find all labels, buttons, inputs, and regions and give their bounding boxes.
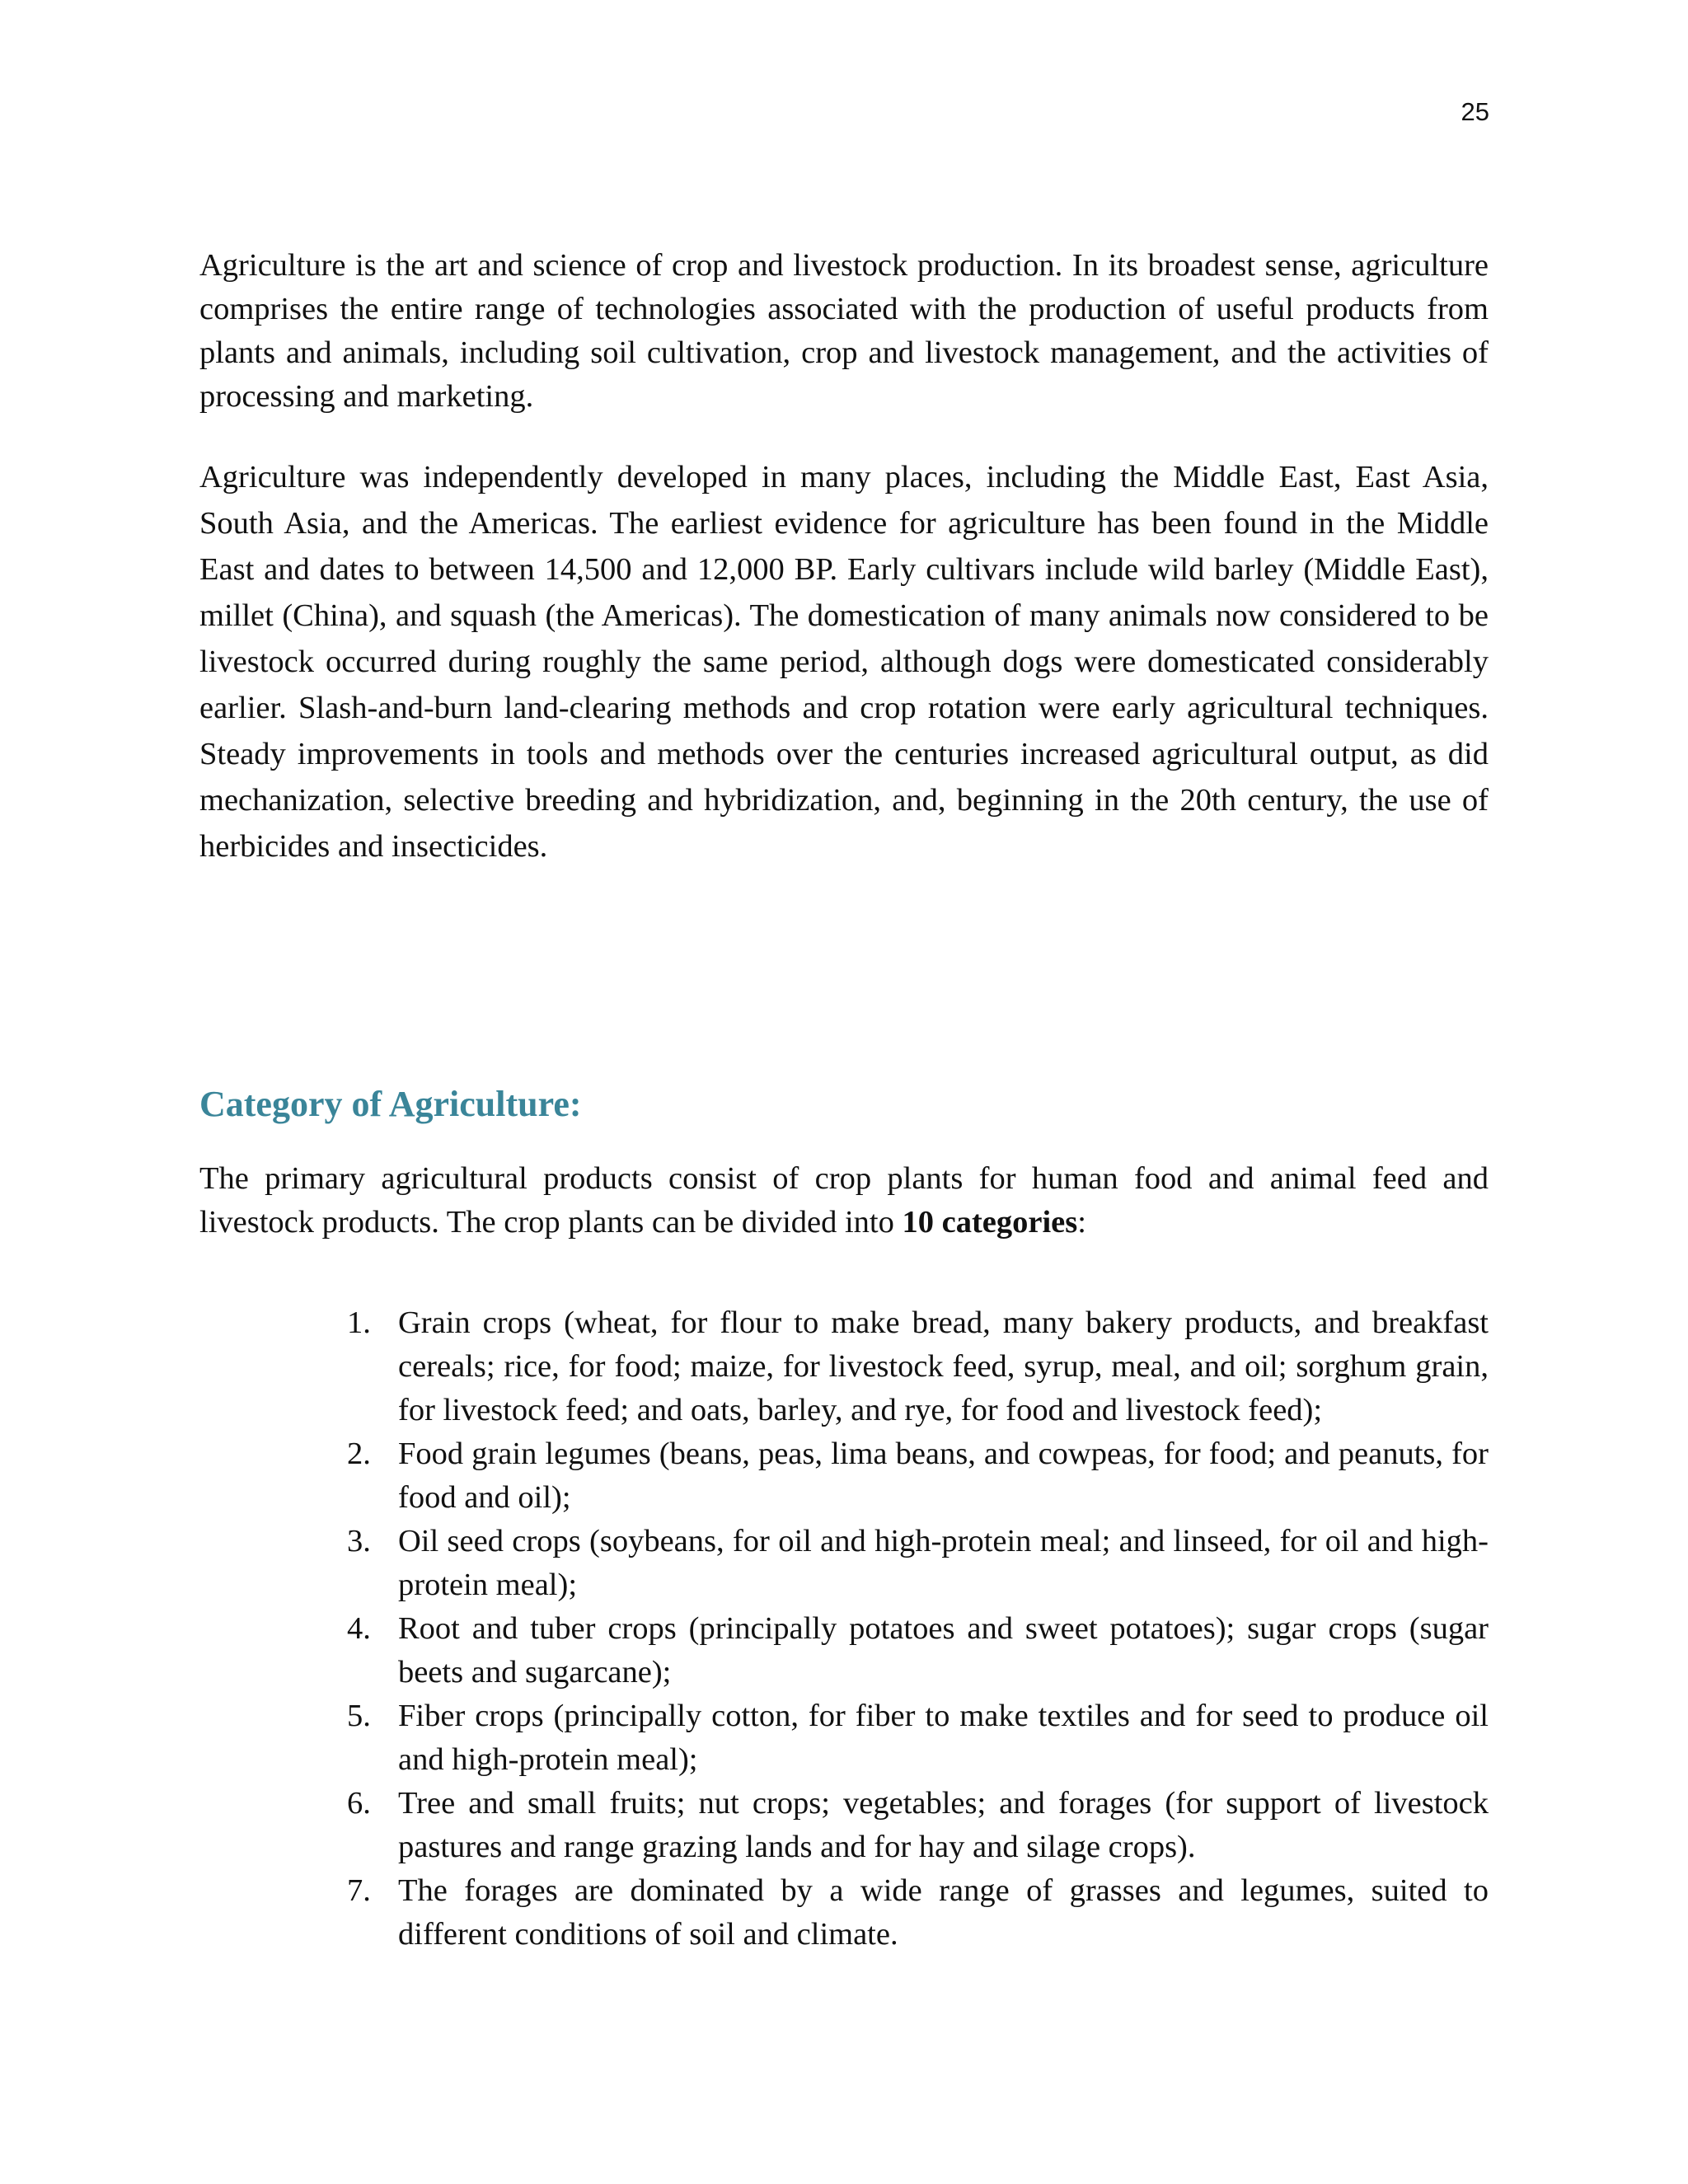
category-intro-text: The primary agricultural products consist of crop plants for human food and animal feed and livestock products. The crop plants can be divided into [199,1161,1489,1240]
list-item-number: 7. [347,1873,371,1908]
list-item [347,1520,1489,1607]
list-item-number: 6. [347,1786,371,1821]
intro-paragraph-1: Agriculture is the art and science of crop and livestock production. In its broadest sense, agriculture comprises the entire range of technologies associated with the production of useful products from plants and animals, including soil cultivation, crop and livestock management, and the activities of processing and marketing. [199,248,1489,414]
category-intro-colon: : [1077,1205,1086,1240]
category-list [347,1301,1489,1957]
list-item-text: Root and tuber crops (principally potatoes and sweet potatoes); sugar crops (sugar beets and sugarcane); [398,1611,1489,1690]
list-item-text: Oil seed crops (soybeans, for oil and high-protein meal; and linseed, for oil and high-protein meal); [398,1524,1489,1602]
list-item-number: 5. [347,1699,371,1733]
page-content [199,244,1489,1957]
intro-paragraph-2: Agriculture was independently developed in many places, including the Middle East, East Asia, South Asia, and the Americas. The earliest evidence for agriculture has been found in the Middle East and dates to between 14,500 and 12,000 BP. Early cultivars include wild barley (Middle East), millet (China), and squash (the Americas). The domestication of many animals now considered to be livestock occurred during roughly the same period, although dogs were domesticated considerably earlier. Slash-and-burn land-clearing methods and crop rotation were early agricultural techniques. Steady improvements in tools and methods over the centuries increased agricultural output, as did mechanization, selective breeding and hybridization, and, beginning in the 20th century, the use of herbicides and insecticides. [199,460,1489,864]
list-item-text: The forages are dominated by a wide range of grasses and legumes, suited to different conditions of soil and climate. [398,1873,1489,1952]
list-item-text: Fiber crops (principally cotton, for fiber to make textiles and for seed to produce oil and high-protein meal); [398,1699,1489,1777]
list-item-number: 4. [347,1611,371,1646]
list-item [347,1607,1489,1694]
category-count-bold: 10 categories [902,1205,1078,1240]
list-item [347,1782,1489,1869]
list-item [347,1869,1489,1957]
list-item-text: Grain crops (wheat, for flour to make bread, many bakery products, and breakfast cereals; rice, for food; maize, for livestock feed, syrup, meal, and oil; sorghum grain, for livestock feed; and oats, barley, and rye, for food and livestock feed); [398,1305,1489,1427]
list-item [347,1694,1489,1782]
list-item-number: 2. [347,1436,371,1471]
list-item [347,1432,1489,1520]
page-number: 25 [1461,97,1489,126]
list-item [347,1301,1489,1432]
list-item-number: 1. [347,1305,371,1340]
list-item-text: Food grain legumes (beans, peas, lima beans, and cowpeas, for food; and peanuts, for food and oil); [398,1436,1489,1515]
section-heading: Category of Agriculture: [199,1084,582,1124]
list-item-text: Tree and small fruits; nut crops; vegetables; and forages (for support of livestock pastures and range grazing lands and for hay and silage crops). [398,1786,1489,1864]
list-item-number: 3. [347,1524,371,1558]
category-intro-paragraph [199,1157,1489,1244]
